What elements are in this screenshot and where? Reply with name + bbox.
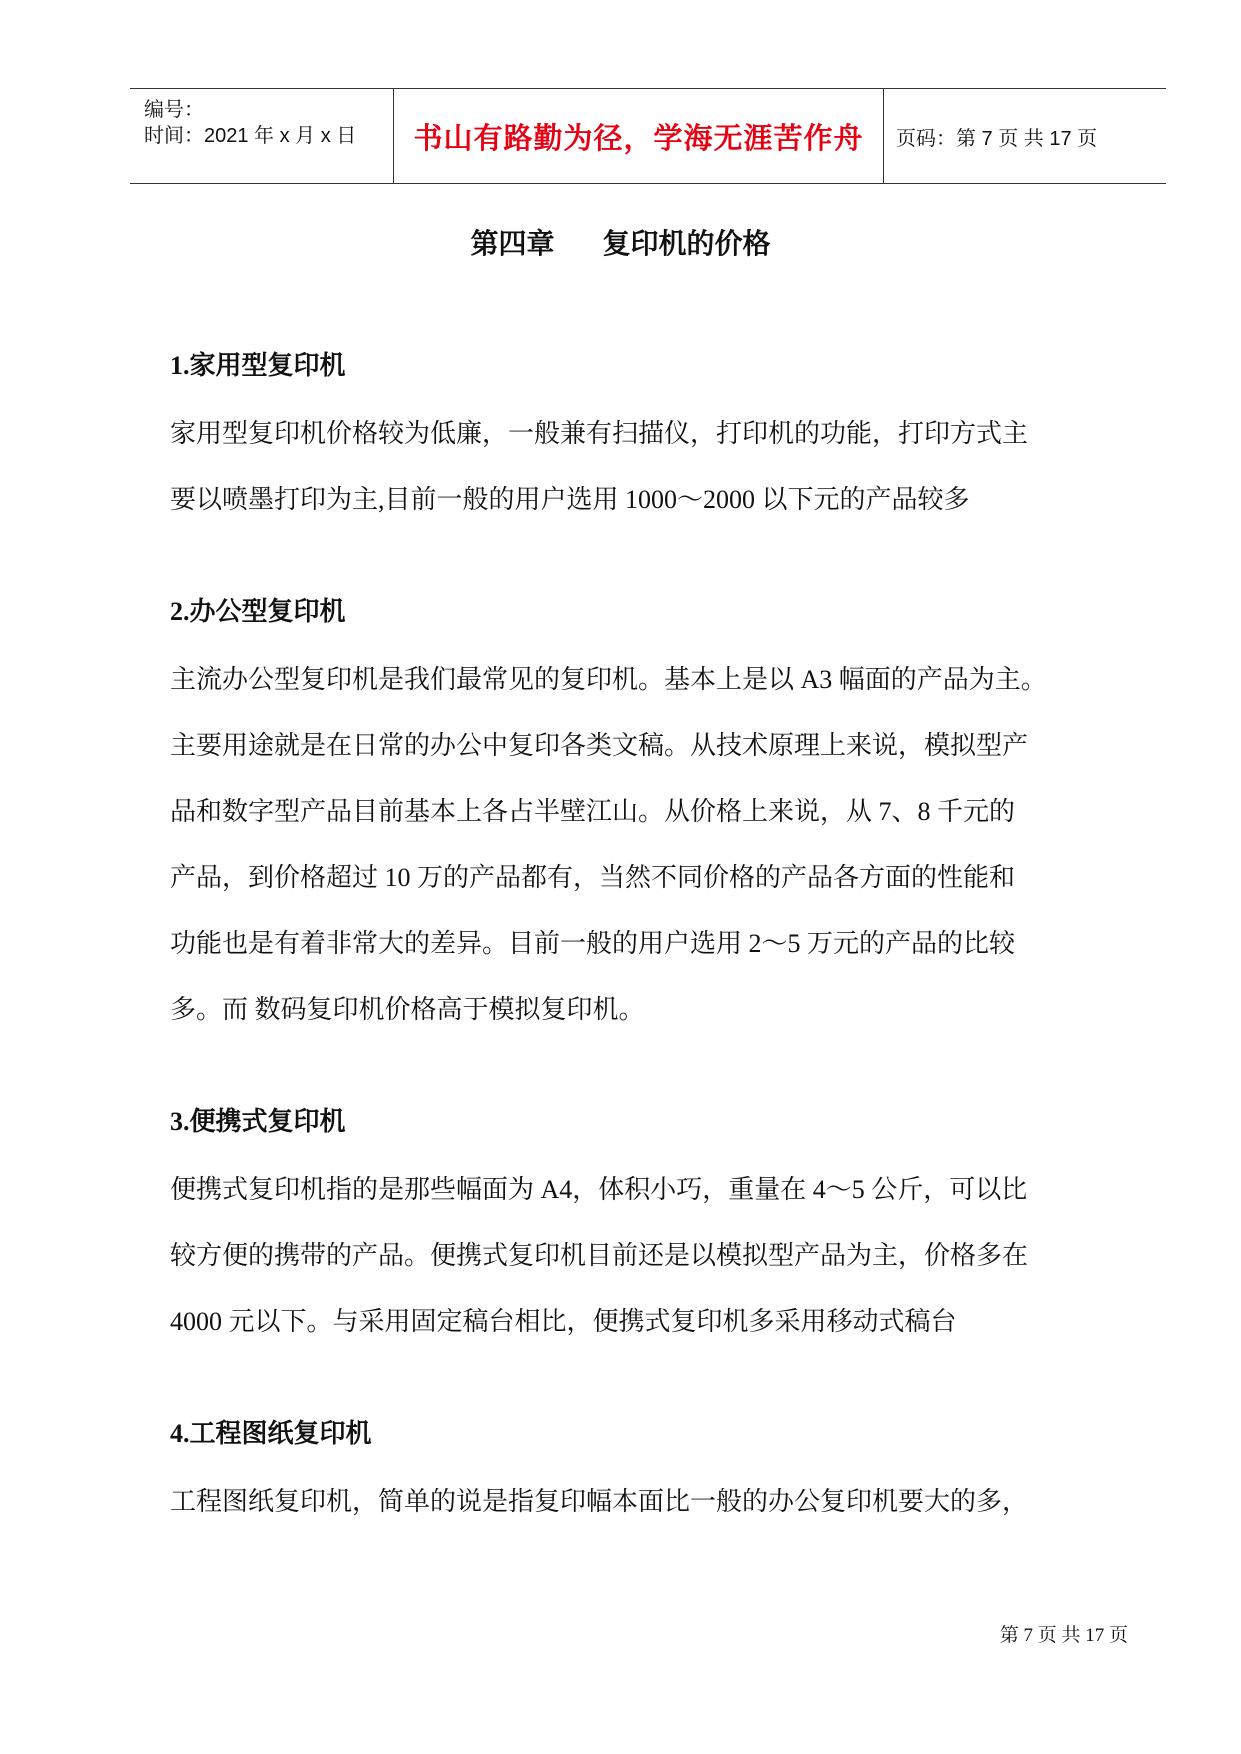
paragraph-line: 要以喷墨打印为主,目前一般的用户选用 1000～2000 以下元的产品较多 [170, 485, 970, 514]
section-3 [170, 1101, 1150, 1367]
paragraph-line: 品和数字型产品目前基本上各占半壁江山。从价格上来说，从 7、8 千元的 [170, 797, 1016, 826]
section-2 [170, 591, 1150, 1055]
paragraph-line: 较方便的携带的产品。便携式复印机目前还是以模拟型产品为主，价格多在 [170, 1241, 1029, 1270]
document-number-label: 编号： [144, 99, 204, 121]
paragraph-line: 产品，到价格超过 10 万的产品都有，当然不同价格的产品各方面的性能和 [170, 863, 1016, 892]
chapter-heading [0, 222, 1241, 262]
section-1 [170, 345, 1150, 545]
paragraph-line: 主要用途就是在日常的办公中复印各类文稿。从技术原理上来说，模拟型产 [170, 731, 1029, 760]
header-meta-cell [130, 89, 394, 183]
document-body [170, 345, 1150, 1547]
section-title: 3.便携式复印机 [170, 1107, 346, 1136]
page-header [130, 88, 1166, 184]
page-footer: 第 7 页 共 17 页 [999, 1625, 1128, 1646]
paragraph-line: 多。而 数码复印机价格高于模拟复印机。 [170, 995, 645, 1024]
paragraph-line: 主流办公型复印机是我们最常见的复印机。基本上是以 A3 幅面的产品为主。 [170, 665, 1047, 694]
paragraph-line: 便携式复印机指的是那些幅面为 A4，体积小巧，重量在 4～5 公斤，可以比 [170, 1175, 1028, 1204]
chapter-title: 复印机的价格 [602, 229, 771, 260]
paragraph-line: 功能也是有着非常大的差异。目前一般的用户选用 2～5 万元的产品的比较 [170, 929, 1016, 958]
paragraph-line: 家用型复印机价格较为低廉，一般兼有扫描仪，打印机的功能，打印方式主 [170, 419, 1029, 448]
section-title: 1.家用型复印机 [170, 351, 346, 380]
header-motto-cell [394, 89, 884, 183]
paragraph-line: 4000 元以下。与采用固定稿台相比，便携式复印机多采用移动式稿台 [170, 1307, 957, 1336]
section-title: 2.办公型复印机 [170, 597, 346, 626]
header-page-cell [884, 89, 1166, 183]
header-page-code: 页码：第 7 页 共 17 页 [896, 127, 1098, 150]
header-motto: 书山有路勤为径，学海无涯苦作舟 [413, 122, 864, 155]
section-4 [170, 1413, 1150, 1547]
paragraph-line: 工程图纸复印机，简单的说是指复印幅本面比一般的办公复印机要大的多， [170, 1487, 1029, 1516]
chapter-number: 第四章 [470, 229, 555, 260]
document-time-label: 时间：2021 年 x 月 x 日 [144, 125, 357, 147]
section-title: 4.工程图纸复印机 [170, 1419, 372, 1448]
